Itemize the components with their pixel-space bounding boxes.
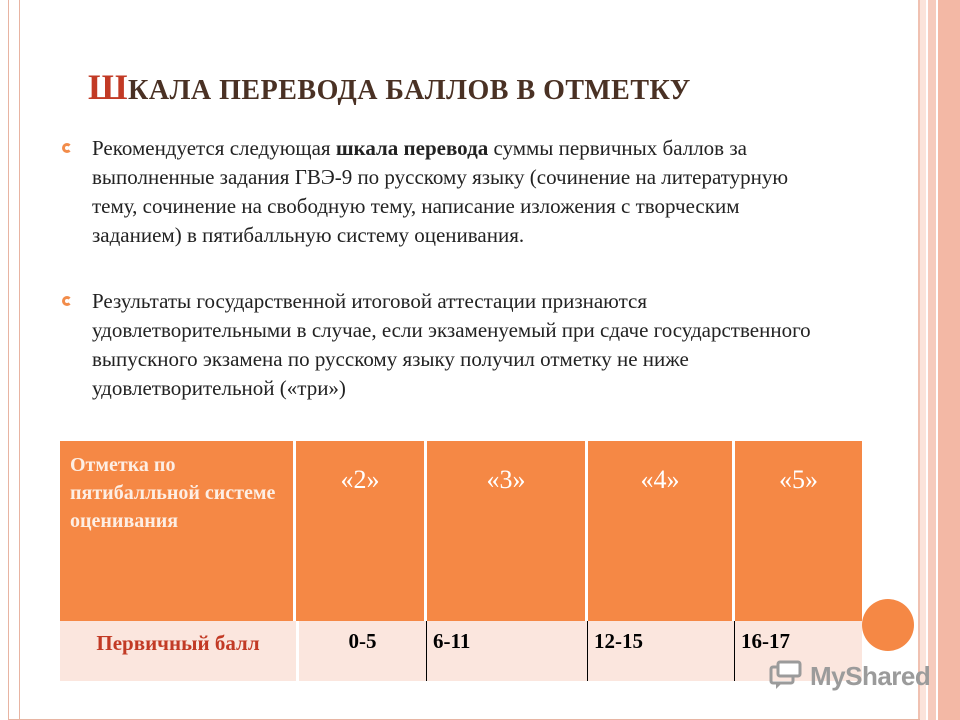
grade-4-cell: «4»	[588, 441, 735, 621]
grade-2-cell: «2»	[296, 441, 427, 621]
bullet-item-2	[62, 287, 822, 403]
bullet-text-1	[92, 134, 822, 250]
score-cell-2: 0-5	[296, 621, 427, 681]
grade-scale-table	[60, 441, 862, 681]
bullet-text-part: суммы первичных баллов за выполненные задания ГВЭ-9 по русскому языку (сочинение на литературную тему, сочинение на свободную тему, написание изложения с творческим заданием) в пятибалльную систему оценивания.	[92, 136, 789, 247]
table-row	[60, 621, 862, 681]
bullet-text-bold: шкала перевода	[335, 136, 489, 160]
grade-3-cell: «3»	[427, 441, 588, 621]
myshared-watermark	[768, 656, 930, 696]
grade-5-cell: «5»	[735, 441, 862, 621]
myshared-logo-icon	[768, 659, 802, 693]
row-label-primary-score: Первичный балл	[60, 621, 296, 681]
bullet-text-2: Результаты государственной итоговой аттестации признаются удовлетворительными в случае, если экзаменуемый при сдаче государственного выпускного экзамена по русскому языку получил отметку не ниже удовлетворительной («три»)	[92, 289, 811, 400]
score-cell-4: 12-15	[588, 621, 735, 681]
slide-title	[88, 66, 848, 108]
table-header-row	[60, 441, 862, 621]
bullet-icon	[62, 296, 72, 306]
bullet-text-part: Рекомендуется следующая	[92, 136, 336, 160]
title-rest: КАЛА ПЕРЕВОДА БАЛЛОВ В ОТМЕТКУ	[128, 75, 691, 106]
score-cell-3: 6-11	[427, 621, 588, 681]
decorative-circle	[862, 599, 914, 651]
bullet-item-1	[62, 134, 822, 250]
slide-frame-left	[8, 0, 20, 720]
score-cell-5: 16-17	[735, 621, 862, 681]
table-header-label: Отметка по пятибалльной системе оценивания	[60, 441, 296, 621]
slide-frame-right	[920, 0, 960, 720]
title-initial: Ш	[88, 67, 129, 107]
watermark-text: MyShared	[810, 660, 931, 691]
bullet-icon	[62, 143, 72, 153]
